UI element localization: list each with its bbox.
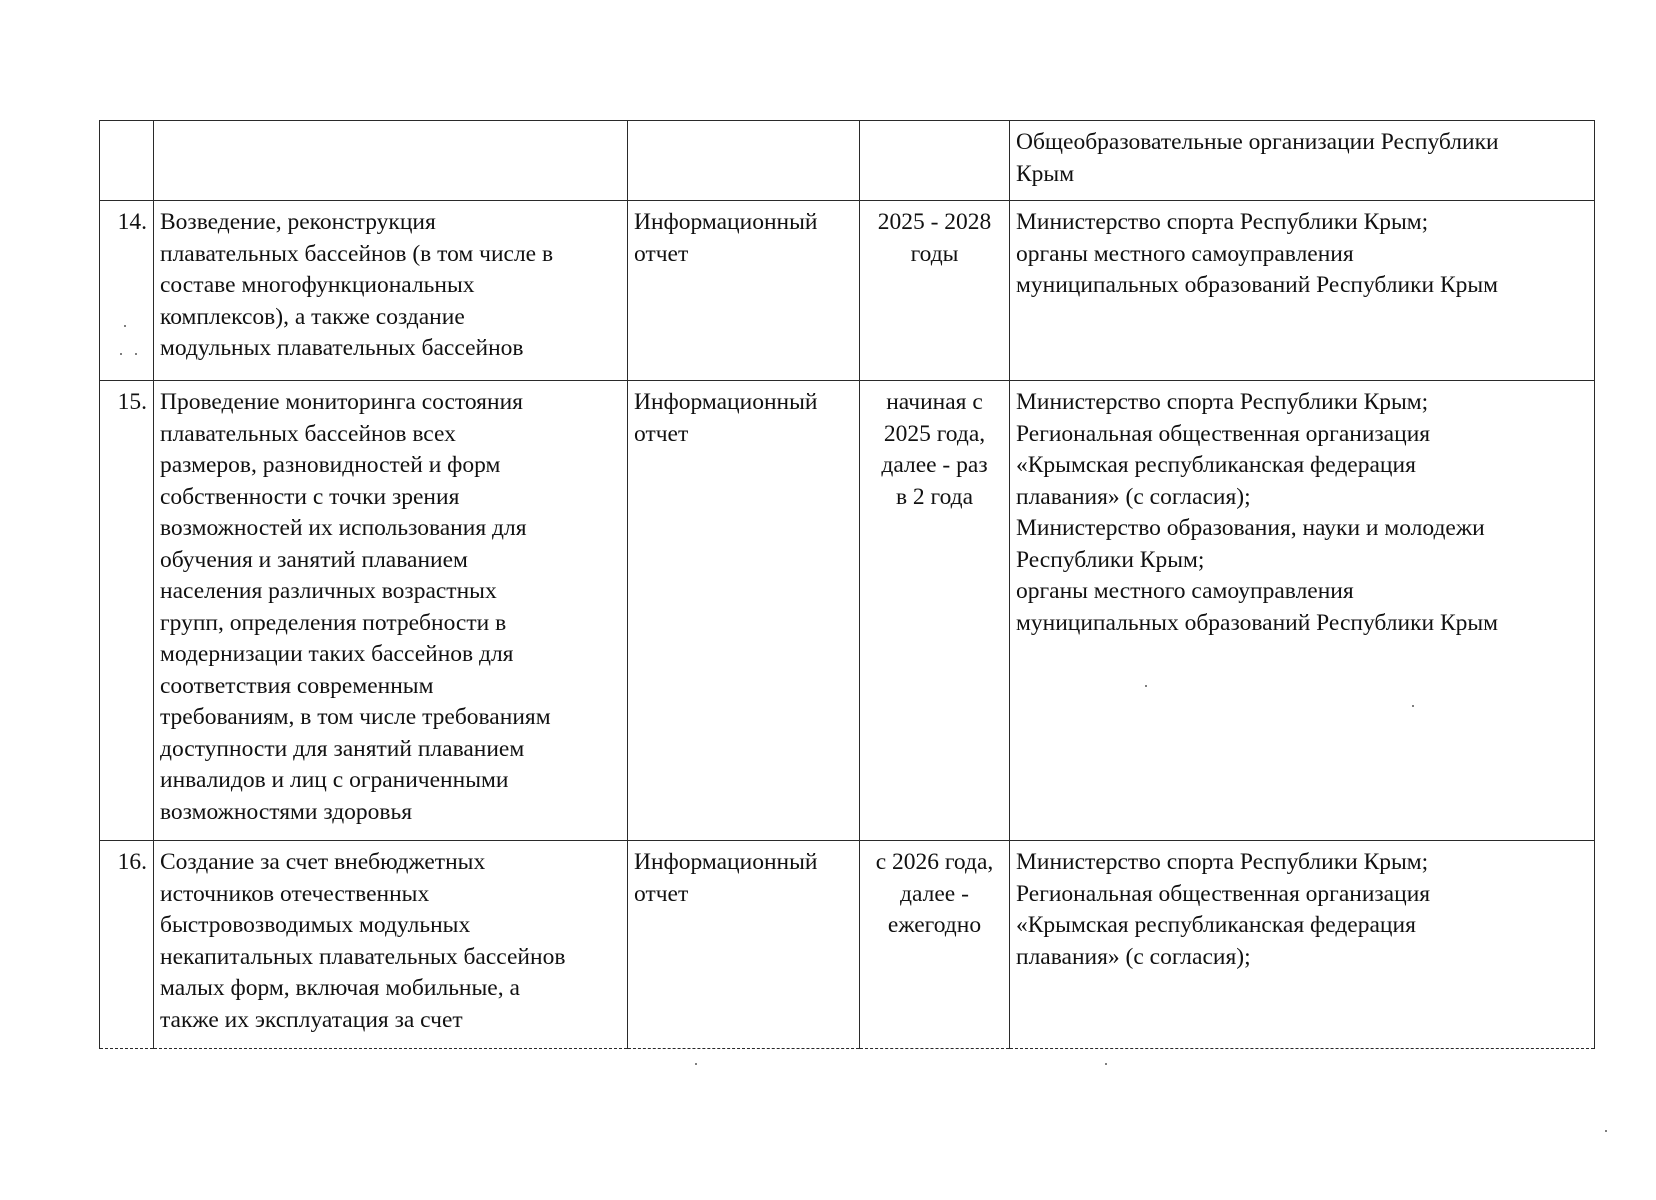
- text-line: Министерство образования, науки и молодежи: [1016, 515, 1485, 541]
- cell-period: [860, 381, 1010, 841]
- row-number: 14.: [117, 209, 147, 235]
- text-line: в 2 года: [895, 483, 974, 510]
- scan-speck: [120, 353, 122, 355]
- text-line: муниципальных образований Республики Крым: [1016, 272, 1499, 298]
- text-line: инвалидов и лиц с ограниченными: [160, 767, 509, 793]
- text-line: собственности с точки зрения: [160, 483, 460, 510]
- text-line: далее - раз: [881, 452, 988, 478]
- scan-speck: [1145, 685, 1147, 687]
- text-line: муниципальных образований Республики Крым: [1016, 609, 1499, 636]
- text-line: далее -: [900, 880, 969, 907]
- cell-responsible: [1010, 121, 1595, 201]
- text-line: Региональная общественная организация: [1016, 420, 1431, 447]
- cell-responsible: [1010, 201, 1595, 381]
- cell-period: [860, 121, 1010, 201]
- cell-period: [860, 841, 1010, 1049]
- text-line: модульных плавательных бассейнов: [160, 335, 524, 361]
- text-line: возможностей их использования для: [160, 515, 527, 541]
- text-line: ежегодно: [887, 912, 982, 938]
- text-line: с 2026 года,: [875, 849, 994, 875]
- row-number: 15.: [117, 389, 147, 415]
- table-row: [100, 121, 1595, 201]
- cell-number: [100, 841, 154, 1049]
- text-line: отчет: [634, 240, 689, 267]
- text-line: плавания» (с согласия);: [1016, 943, 1251, 970]
- table-row: [100, 201, 1595, 381]
- text-line: Возведение, реконструкция: [160, 209, 436, 235]
- text-line: быстровозводимых модульных: [160, 912, 471, 938]
- cell-event: [154, 121, 628, 201]
- cell-period: [860, 201, 1010, 381]
- text-line: Республики Крым;: [1016, 546, 1205, 573]
- text-line: 2025 года,: [883, 420, 986, 447]
- text-line: обучения и занятий плаванием: [160, 546, 468, 573]
- text-line: Общеобразовательные организации Республики: [1016, 129, 1499, 155]
- cell-responsible: [1010, 841, 1595, 1049]
- text-line: отчет: [634, 420, 689, 447]
- cell-responsible: [1010, 381, 1595, 841]
- text-line: органы местного самоуправления: [1016, 578, 1354, 604]
- row-number: 16.: [117, 849, 147, 875]
- scan-speck: [695, 1063, 697, 1065]
- cell-report-form: [628, 381, 860, 841]
- scan-speck: [124, 325, 126, 327]
- table-row: [100, 381, 1595, 841]
- scan-speck: [135, 353, 137, 355]
- cell-report-form: [628, 201, 860, 381]
- cell-event: [154, 381, 628, 841]
- cell-report-form: [628, 841, 860, 1049]
- text-line: плавательных бассейнов (в том числе в: [160, 240, 554, 267]
- scan-speck: [1605, 1130, 1607, 1132]
- text-line: источников отечественных: [160, 880, 430, 907]
- text-line: также их эксплуатация за счет: [160, 1006, 463, 1033]
- text-line: размеров, разновидностей и форм: [160, 452, 501, 478]
- text-line: Крым: [1016, 160, 1075, 187]
- text-line: доступности для занятий плаванием: [160, 735, 525, 762]
- text-line: комплексов), а также создание: [160, 303, 465, 330]
- cell-report-form: [628, 121, 860, 201]
- text-line: малых форм, включая мобильные, а: [160, 975, 520, 1001]
- text-line: соответствия современным: [160, 672, 434, 699]
- plan-table: [99, 120, 1595, 1049]
- text-line: Министерство спорта Республики Крым;: [1016, 209, 1429, 235]
- text-line: населения различных возрастных: [160, 578, 497, 604]
- cell-event: [154, 201, 628, 381]
- cell-number: [100, 381, 154, 841]
- scan-speck: [1105, 1063, 1107, 1065]
- text-line: составе многофункциональных: [160, 272, 475, 298]
- scan-speck: [1412, 705, 1414, 707]
- text-line: групп, определения потребности в: [160, 609, 507, 636]
- cell-number: [100, 201, 154, 381]
- text-line: Региональная общественная организация: [1016, 880, 1431, 907]
- text-line: возможностями здоровья: [160, 798, 413, 825]
- text-line: отчет: [634, 880, 689, 907]
- text-line: плавания» (с согласия);: [1016, 483, 1251, 510]
- text-line: Информационный: [634, 209, 818, 235]
- cell-event: [154, 841, 628, 1049]
- text-line: Министерство спорта Республики Крым;: [1016, 389, 1429, 415]
- plan-table-body: [100, 121, 1595, 1049]
- text-line: Министерство спорта Республики Крым;: [1016, 849, 1429, 875]
- text-line: «Крымская республиканская федерация: [1016, 452, 1416, 478]
- text-line: «Крымская республиканская федерация: [1016, 912, 1416, 938]
- text-line: плавательных бассейнов всех: [160, 420, 456, 447]
- text-line: модернизации таких бассейнов для: [160, 641, 514, 667]
- text-line: органы местного самоуправления: [1016, 240, 1354, 267]
- text-line: требованиям, в том числе требованиям: [160, 704, 551, 730]
- text-line: 2025 - 2028: [877, 209, 992, 235]
- text-line: Создание за счет внебюджетных: [160, 849, 486, 875]
- cell-number: [100, 121, 154, 201]
- text-line: Информационный: [634, 389, 818, 415]
- text-line: Информационный: [634, 849, 818, 875]
- text-line: некапитальных плавательных бассейнов: [160, 943, 566, 970]
- text-line: Проведение мониторинга состояния: [160, 389, 523, 415]
- table-row: [100, 841, 1595, 1049]
- text-line: годы: [910, 240, 959, 267]
- text-line: начиная с: [886, 389, 983, 415]
